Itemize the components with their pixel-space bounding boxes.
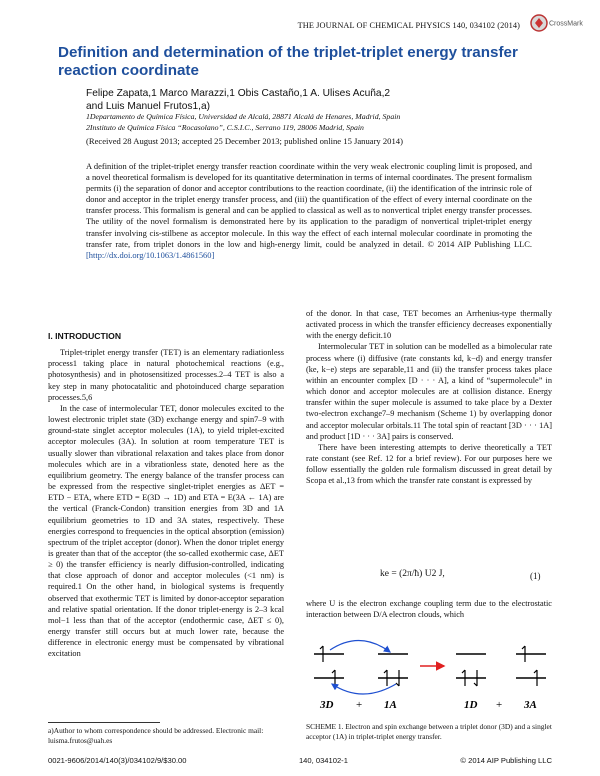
- footnote-rule: [48, 722, 160, 723]
- left-column: [48, 331, 284, 660]
- journal-header: THE JOURNAL OF CHEMICAL PHYSICS 140, 034102 (2014): [297, 21, 520, 30]
- page-footer: [48, 756, 552, 765]
- label-3D: 3D: [320, 699, 334, 711]
- affiliation-1: 1Departamento de Química Física, Universidad de Alcalá, 28871 Alcalá de Henares, Madrid, Spain: [86, 112, 401, 121]
- product-donor-levels: [456, 654, 486, 686]
- label-1A: 1A: [384, 699, 397, 711]
- product-acceptor-levels: [516, 646, 546, 686]
- article-title: Definition and determination of the triplet-triplet energy transfer reaction coordinate: [58, 44, 518, 79]
- affiliation-2: 2Instituto de Química Física “Rocasolano”, C.S.I.C., Serrano 119, 28006 Madrid, Spain: [86, 122, 364, 132]
- crossmark-text: CrossMark: [549, 20, 583, 28]
- electron-exchange-arrow-bottom: [332, 684, 396, 694]
- authors-line-2: and Luis Manuel Frutos1,a): [86, 101, 211, 112]
- label-plus-1: +: [356, 699, 363, 711]
- label-plus-2: +: [496, 699, 503, 711]
- abstract: [86, 161, 532, 261]
- affiliations: [86, 112, 526, 133]
- reactant-donor-levels: [314, 646, 344, 686]
- right-column: [306, 308, 552, 487]
- equation-1: ke = (2π/ħ) U2 J,: [380, 569, 445, 579]
- right-paragraph-1: of the donor. In that case, TET becomes an Arrhenius-type thermally activated process in which the transfer efficiency decreases exponentially with the energy deficit.10: [306, 309, 552, 341]
- footer-left: 0021-9606/2014/140(3)/034102/9/$30.00: [48, 756, 187, 765]
- footer-right: © 2014 AIP Publishing LLC: [460, 756, 552, 765]
- scheme-caption: SCHEME 1. Electron and spin exchange between a triplet donor (3D) and a singlet acceptor (1A) in triplet-triplet energy transfer.: [306, 722, 552, 741]
- label-1D: 1D: [464, 699, 478, 711]
- abstract-text: A definition of the triplet-triplet energy transfer reaction coordinate within the very weak electronic coupling limit is proposed, and a novel theoretical formalism is developed for its quantitative determination in terms of internal coordinates. The present formalism permits (i) the separation of donor and acceptor contributions to the reaction coordinate, (ii) the identification of the intrinsic role of donor and acceptor in the triplet energy transfer process, and (iii) the quantification of the effect of every internal coordinate on the transfer process. This formalism is general and can be applied to classical as well as to nonvertical triplet energy transfer processes. The utility of the novel formalism is demonstrated here by its application to the paradigm of nonvertical triplet-triplet energy transfer involving cis-stilbene as acceptor molecule. In this way the effect of each internal molecular coordinate in promoting the transfer rate, from triplet donors in the low and high-energy limit, could be analyzed in detail. © 2014 AIP Publishing LLC.: [86, 161, 532, 249]
- reactant-acceptor-levels: [378, 654, 408, 686]
- crossmark-logo[interactable]: [530, 12, 586, 34]
- footnote: a)Author to whom correspondence should be addressed. Electronic mail: luisma.frutos@uah.es: [48, 726, 264, 745]
- intro-paragraph-2: In the case of intermolecular TET, donor molecules excited to the lowest electronic triplet state (3D) exchange energy and spin7–9 with ground-state singlet acceptor molecules (1A), to yield triplet-excited acceptor molecules (3A). In solution at room temperature TET is usually slower than vibrational relaxation and takes place from donor molecules which are in a vibrationless state, denoted here as the equilibrium geometry. The energy balance of the transfer process can be expressed from the respective singlet-triplet energies as ΔET = ETD − ETA, where ETD = E(3D → 1D) and ETA = E(3A ← 1A) are the vertical (Franck-Condon) transition energies from 3D and 1A equilibrium geometries to 1D and 3A states, respectively. These energies correspond to frequencies in the optical absorption (emission) spectrum of the triplet acceptor (donor). When the donor triplet energy is greater than that of the acceptor (the so-called exothermic case, ΔET ≥ 0) the transfer efficiency is nearly diffusion-controlled, indicating that close approach of donor and acceptor molecules (<1 nm) is required.1 On the other hand, in biological systems is frequently observed that exothermic TET is limited by donor-acceptor separation and relative spatial orientation. If the donor triplet-energy is 2–3 kcal mol−1 less than that of the acceptor (endothermic case, ΔET ≤ 0), energy transfer still occurs but at much lower rate, because the difference in electronic energy must be compensated by vibrational excitation: [48, 403, 284, 659]
- doi-link[interactable]: [http://dx.doi.org/10.1063/1.4861560]: [86, 249, 215, 260]
- authors: [86, 87, 506, 113]
- equation-number: (1): [530, 571, 541, 581]
- authors-line-1: Felipe Zapata,1 Marco Marazzi,1 Obis Castaño,1 A. Ulises Acuña,2: [86, 88, 391, 99]
- electron-exchange-arrow-top: [330, 640, 390, 652]
- scheme-1-diagram: [306, 632, 554, 718]
- footer-center: 140, 034102-1: [298, 756, 348, 765]
- section-heading: I. INTRODUCTION: [48, 331, 122, 341]
- received-dates: (Received 28 August 2013; accepted 25 December 2013; published online 15 January 2014): [86, 136, 403, 146]
- right-paragraph-2: Intermolecular TET in solution can be modelled as a bimolecular rate process where (i) diffusive (rate constants kd, k−d) and energy transfer (ke, k−e) steps are separable,11 and (ii) the transfer process takes place within an encounter complex [D · · · A], a kind of “supermolecule” in which donor and acceptor molecules are at collision distance. Energy transfer within the super molecule is assumed to take place by a Dexter two-electron exchange7–9 mechanism (Scheme 1) by overlapping donor and acceptor molecular orbitals.11 The total spin of reactant [3D · · · 1A] and product [1D · · · 3A] pairs is conserved.: [306, 342, 552, 441]
- intro-paragraph-1: Triplet-triplet energy transfer (TET) is an elementary radiationless process1 taking place in natural photochemical reactions (e.g., photosynthesis) and in photosensitized processes.2–4 TET is also a key step in many photocatalitic and photoinduced charge separation processes.5,6: [48, 348, 284, 402]
- label-3A: 3A: [524, 699, 537, 711]
- after-equation-text: where U is the electron exchange coupling term due to the electrostatic interaction between D/A electron clouds, which: [306, 599, 552, 620]
- right-paragraph-3: There have been interesting attempts to derive theoretically a TET rate constant (see Ref. 12 for a brief review). For our purposes here we follow essentially the golden rule formalism discussed in great detail by Scopa et al.,13 from which the transfer rate constant is expressed by: [306, 442, 552, 486]
